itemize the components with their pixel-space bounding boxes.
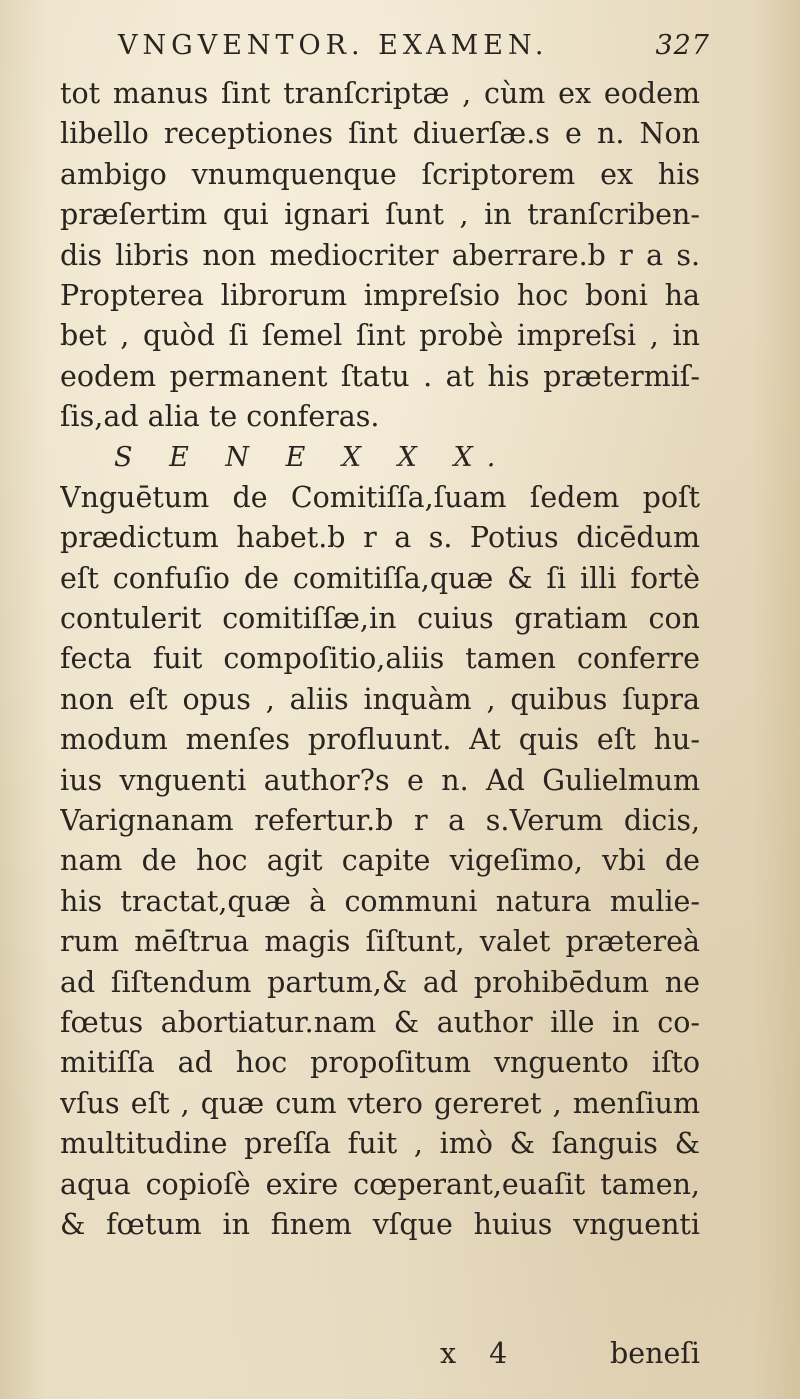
signature-mark: x 4 [440,1337,520,1370]
text-line: aqua copioſè exire cœperant,euaſit tamen, [60,1167,700,1201]
text-line: eodem permanent ſtatu . at his prætermiſ- [60,359,700,393]
text-line: his tractat,quæ à communi natura mulie- [60,884,700,918]
page-number: 327 [655,30,710,61]
text-line: & fœtum in finem vſque huius vnguenti [60,1207,700,1241]
text-line: tot manus ſint tranſcriptæ , cùm ex eodem [60,77,700,110]
text-line: prædictum habet.b r a s. Potius dicēdum [60,521,700,555]
text-line: modum menſes profluunt. At quis eſt hu- [60,723,700,757]
text-line: præſertim qui ignari ſunt , in tranſcriben- [60,198,700,232]
text-line: dis libris non mediocriter aberrare.b r a s. [60,238,700,272]
page-header [118,30,710,70]
text-line: ius vnguenti author?s e n. Ad Gulielmum [60,763,700,797]
text-line: bet , quòd ſi ſemel ſint probè impreſsi , in [60,319,700,353]
text-line: libello receptiones ſint diuerſæ.s e n. Non [60,117,700,151]
text-line: contulerit comitiſſæ,in cuius gratiam con [60,602,700,636]
section-heading: S E N E X X X. [114,441,510,473]
text-line: vſus eſt , quæ cum vtero gereret , menſium [60,1086,700,1120]
text-line: multitudine preſſa fuit , imò & ſanguis & [60,1127,700,1161]
text-line: ad ſiſtendum partum,& ad prohibēdum ne [60,965,700,999]
text-line: Varignanam refertur.b r a s.Verum dicis, [60,804,700,838]
page-footer [60,1334,700,1374]
text-line: non eſt opus , aliis inquàm , quibus ſupra [60,682,700,716]
text-line: ſis,ad alia te conferas. [60,400,380,434]
text-line: Vnguētum de Comitiſſa,ſuam ſedem poſt [60,480,700,514]
text-line: fœtus abortiatur.nam & author ille in co- [60,1005,700,1039]
body-text [60,74,700,1245]
text-line: rum mēſtrua magis ſiſtunt, valet prætereà [60,925,700,959]
text-line: mitiſſa ad hoc propoſitum vnguento iſto [60,1046,700,1080]
text-line: eſt confuſio de comitiſſa,quæ & ſi illi fortè [60,561,700,595]
text-line: Propterea librorum impreſsio hoc boni ha [60,278,700,312]
text-line: nam de hoc agit capite vigeſimo, vbi de [60,844,700,878]
catchword: beneſi [610,1337,700,1370]
text-line: fecta fuit compoſitio,aliis tamen conferre [60,642,700,676]
text-line: ambigo vnumquenque ſcriptorem ex his [60,157,700,191]
running-title: VNGVENTOR. EXAMEN. [118,30,549,61]
